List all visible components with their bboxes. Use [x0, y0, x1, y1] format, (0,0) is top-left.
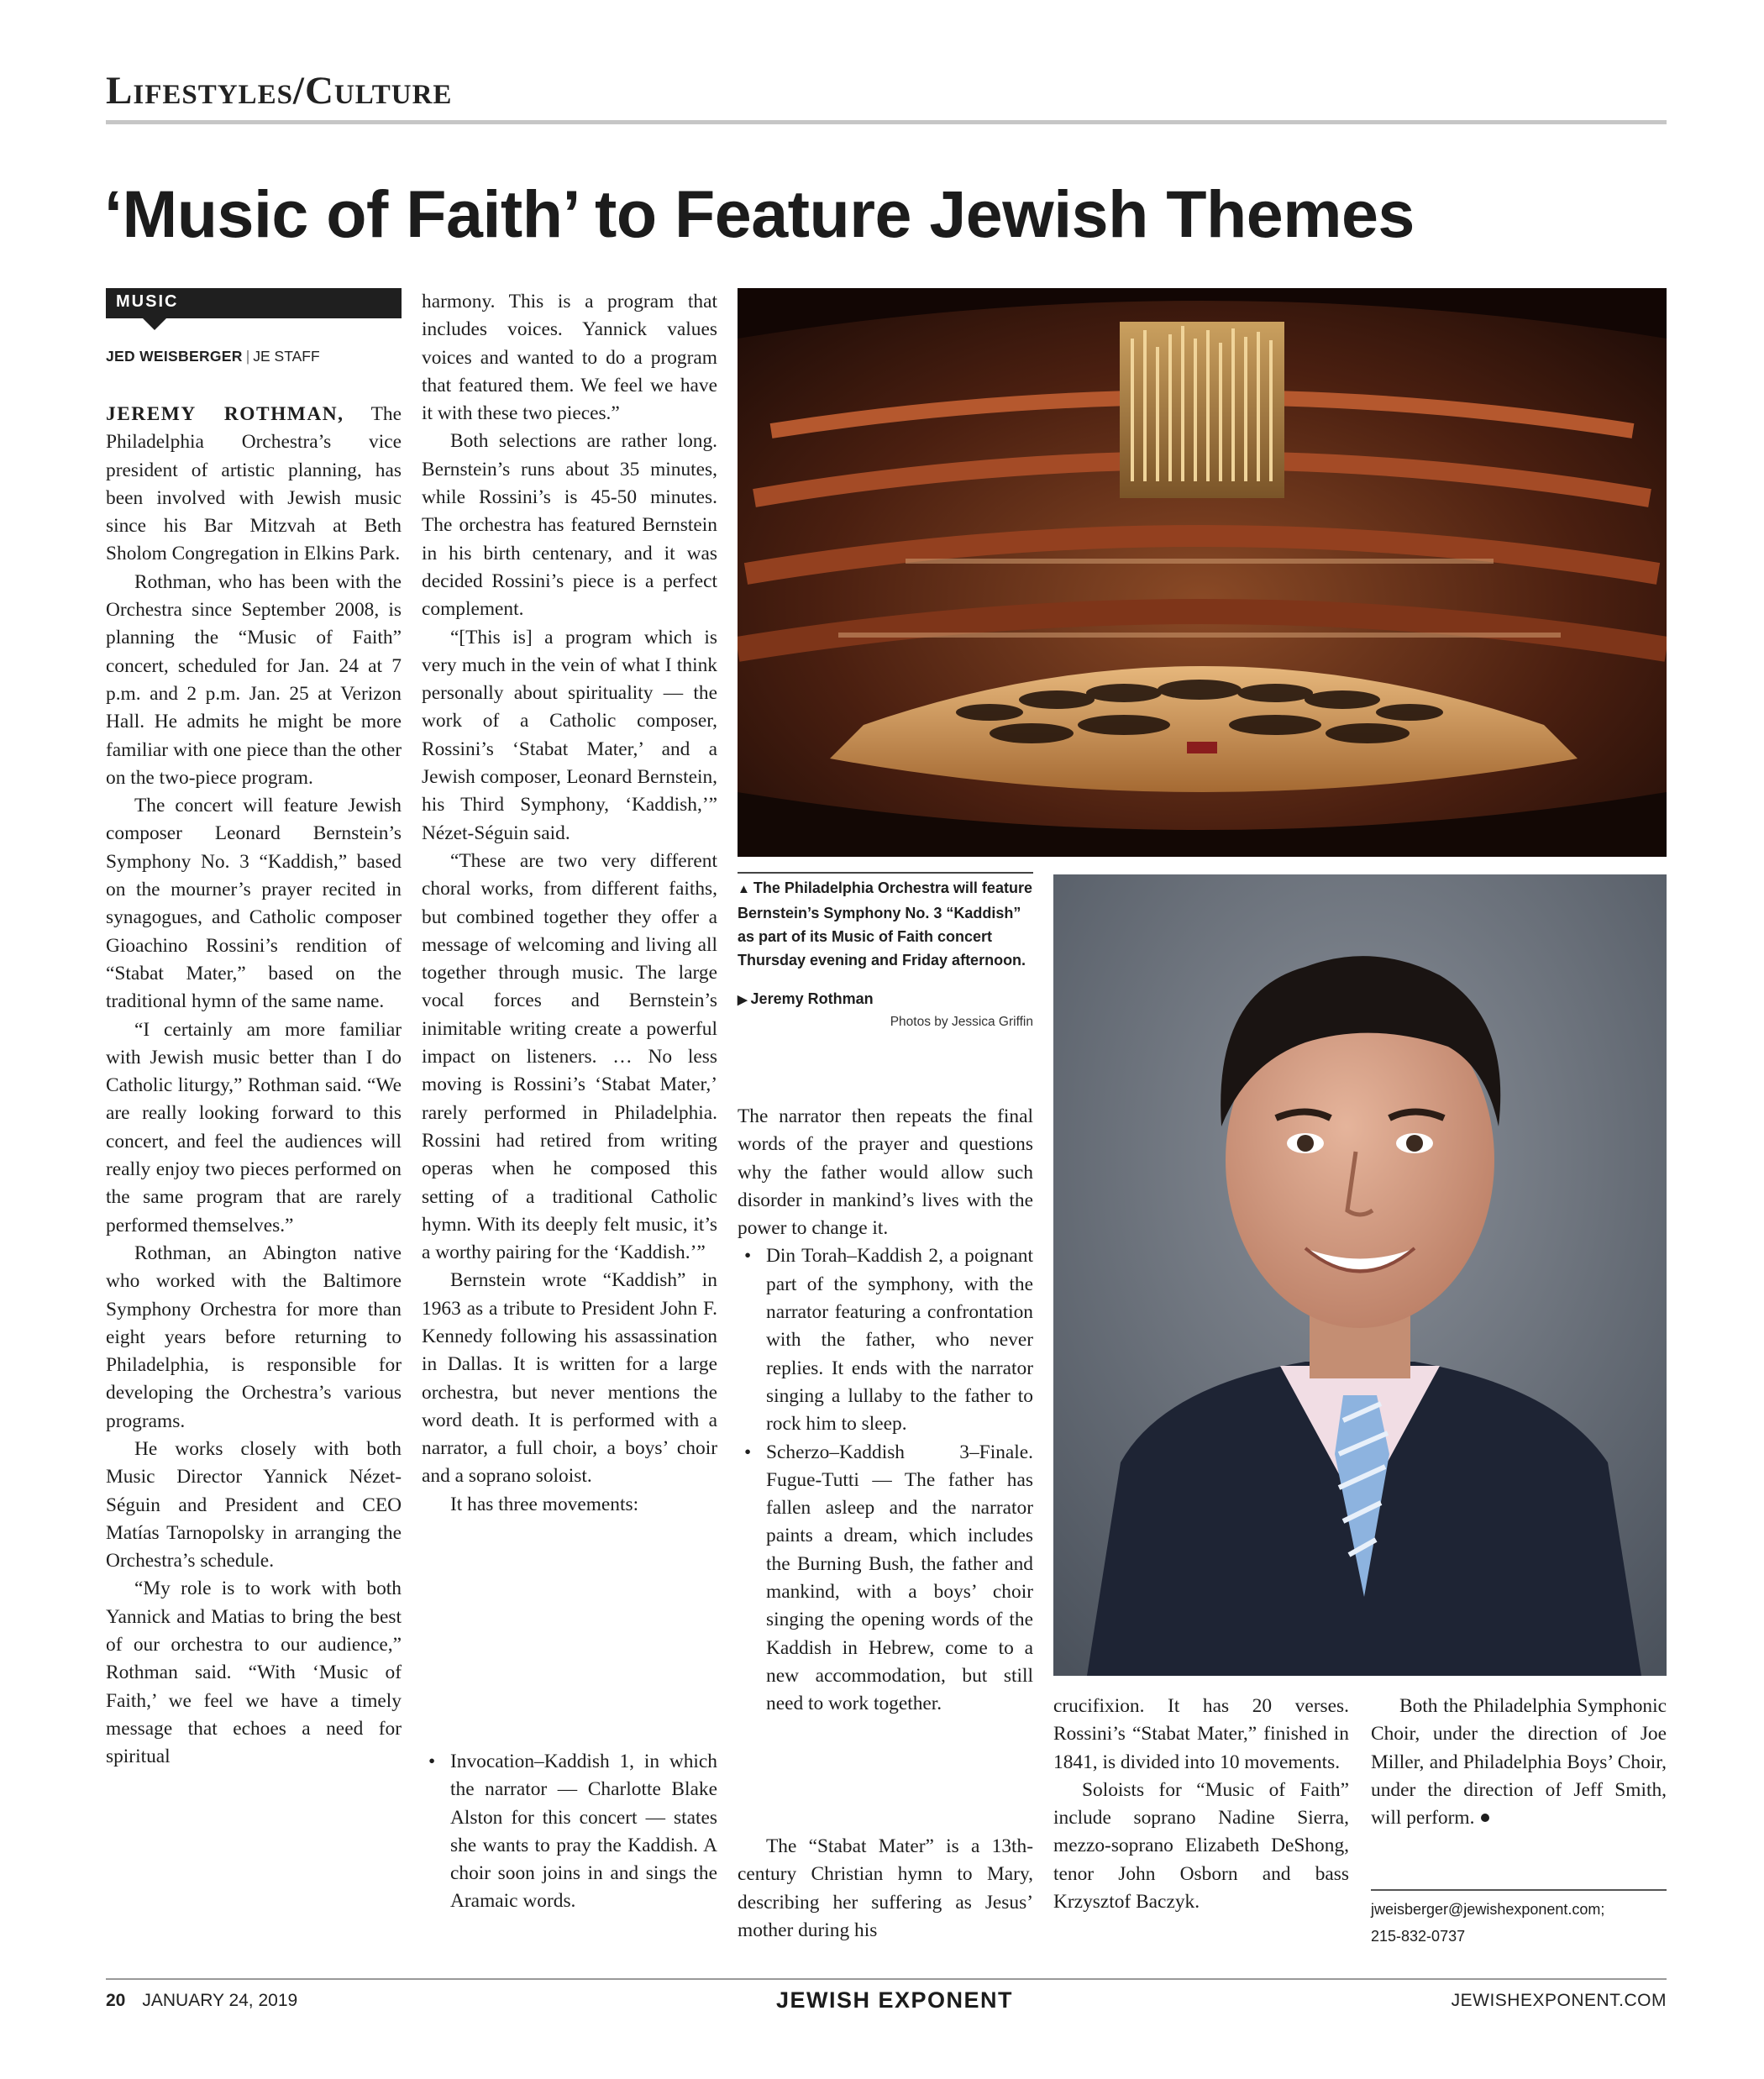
movement-list	[422, 1748, 717, 1916]
article-paragraph: harmony. This is a program that includes voices. Yannick values voices and wanted to do a program that featured them. We feel we have it with these two pieces.”	[422, 291, 717, 425]
movement-item: • Invocation–Kaddish 1, in which the narrator — Charlotte Blake Alston for this concert — states she wants to pray the Kaddish. A choir soon joins in and sings the Aramaic words.	[422, 1748, 717, 1916]
byline	[106, 348, 320, 365]
section-title: Lifestyles/Culture	[106, 69, 453, 113]
article-paragraph: It has three movements:	[450, 1493, 639, 1515]
article-paragraph: “I certainly am more familiar with Jewish music better than I do Catholic liturgy,” Rothman said. “We are really looking forward to this concert, and feel the audiences will really enjoy two pieces performed on the same program that are rarely performed themselves.”	[106, 1018, 402, 1236]
photo-caption	[738, 872, 1033, 1032]
byline-separator: |	[245, 348, 250, 365]
caption-portrait: ▶ Jeremy Rothman	[738, 987, 1033, 1012]
article-paragraph: “[This is] a program which is very much in the vein of what I think personally about spirituality — the work of a Catholic composer, Rossini’s ‘Stabat Mater,’ and a Jewish composer, Leonard Bernstein, his Third Symphony, ‘Kaddish,’” Nézet-Séguin said.	[422, 626, 717, 844]
lead-name: JEREMY ROTHMAN,	[106, 403, 344, 425]
article-paragraph: The “Stabat Mater” is a 13th-century Christian hymn to Mary, describing her suffering as Jesus’ mother during his	[738, 1835, 1033, 1941]
triangle-right-icon: ▶	[738, 993, 748, 1007]
article-column-5	[1371, 1693, 1667, 1832]
movement-item: • Scherzo–Kaddish 3–Finale. Fugue-Tutti — The father has fallen asleep and the narrator paints a dream, which includes the Burning Bush, the father and mankind, with a boys’ choir singing the opening words of the Kaddish in Hebrew, come to a new accommodation, but still need to work together.	[738, 1439, 1033, 1719]
article-paragraph: He works closely with both Music Director Yannick Nézet-Séguin and President and CEO Matías Tarnopolsky in arranging the Orchestra’s schedule.	[106, 1437, 402, 1572]
article-paragraph: Bernstein wrote “Kaddish” in 1963 as a tribute to President John F. Kennedy following his assassination in Dallas. It is written for a large orchestra, but never mentions the word death. It is performed with a narrator, a full choir, a boys’ choir and a soprano soloist.	[422, 1269, 717, 1488]
article-paragraph: Rothman, who has been with the Orchestra since September 2008, is planning the “Music of Faith” concert, scheduled for Jan. 24 at 7 p.m. and 2 p.m. Jan. 25 at Verizon Hall. He admits he might be more familiar with one piece than the other on the two-piece program.	[106, 570, 402, 789]
article-column-1	[106, 401, 402, 1772]
caption-rule	[738, 872, 1033, 874]
publication-name: JEWISH EXPONENT	[775, 1987, 1014, 2013]
page-number: 20	[106, 1991, 126, 2010]
caption-hall: ▲ The Philadelphia Orchestra will feature Bernstein’s Symphony No. 3 “Kaddish” as part of its Music of Faith concert Thursday evening and Friday afternoon.	[738, 879, 1032, 969]
article-paragraph: Rothman, an Abington native who worked with the Baltimore Symphony Orchestra for more than eight years before returning to Philadelphia, is responsible for developing the Orchestra’s various programs.	[106, 1242, 402, 1432]
article-column-2-list	[422, 1748, 717, 1916]
article-column-3	[738, 1103, 1033, 1719]
article-paragraph: “These are two very different choral works, from different faiths, but combined together they offer a message of welcoming and living all together through music. The large vocal forces and Bernstein’s inimitable writing create a powerful impact on listeners. … No less moving is Rossini’s ‘Stabat Mater,’ rarely performed in Philadelphia. Rossini had retired from writing operas when he composed this setting of a traditional Catholic hymn. With its deeply felt music, it’s a worthy pairing for the ‘Kaddish.’”	[422, 849, 717, 1264]
byline-role: JE STAFF	[253, 348, 320, 365]
kicker-pointer-icon	[143, 318, 166, 330]
issue-date: JANUARY 24, 2019	[142, 1991, 298, 2010]
section-header	[106, 69, 1667, 124]
kicker-tag	[106, 288, 402, 318]
photo-credit: Photos by Jessica Griffin	[890, 1015, 1033, 1029]
folio	[106, 1991, 297, 2011]
article-paragraph: Soloists for “Music of Faith” include soprano Nadine Sierra, mezzo-soprano Elizabeth DeShong, tenor John Osborn and bass Krzysztof Baczyk.	[1053, 1778, 1349, 1914]
kicker-label: MUSIC	[116, 292, 179, 311]
article-column-2	[422, 288, 717, 1519]
contact-phone: 215-832-0737	[1371, 1928, 1466, 1945]
footer-rule	[106, 1978, 1667, 1980]
movement-item: • Din Torah–Kaddish 2, a poignant part of the symphony, with the narrator featuring a confrontation with the father, who never replies. It ends with the narrator singing a lullaby to the father to rock him to sleep.	[738, 1242, 1033, 1438]
movement-list	[738, 1242, 1033, 1718]
article-paragraph: JEREMY ROTHMAN, The Philadelphia Orchestra’s vice president of artistic planning, has been involved with Jewish music since his Bar Mitzvah at Beth Sholom Congregation in Elkins Park.	[106, 403, 402, 565]
website[interactable]: JEWISHEXPONENT.COM	[1451, 1991, 1667, 2010]
byline-author: JED WEISBERGER	[106, 348, 243, 365]
author-contact	[1371, 1889, 1667, 1950]
headline: ‘Music of Faith’ to Feature Jewish Themes	[104, 176, 1415, 251]
bullet-dot-icon	[1481, 1814, 1489, 1822]
article-paragraph: “My role is to work with both Yannick and Matias to bring the best of our orchestra to our audience,” Rothman said. “With ‘Music of Faith,’ we feel we have a timely message that echoes a need for spiritual	[106, 1578, 402, 1768]
article-column-4	[1053, 1693, 1349, 1916]
article-paragraph: Both the Philadelphia Symphonic Choir, under the direction of Joe Miller, and Philadelphia Boys’ Choir, under the direction of Jeff Smith, will perform.	[1371, 1695, 1667, 1830]
contact-email[interactable]: jweisberger@jewishexponent.com;	[1371, 1901, 1605, 1918]
article-paragraph: The concert will feature Jewish composer Leonard Bernstein’s Symphony No. 3 “Kaddish,” based on the mourner’s prayer recited in synagogues, and Catholic composer Gioachino Rossini’s rendition of “Stabat Mater,” based on the traditional hymn of the same name.	[106, 795, 402, 1013]
concert-hall-photo	[738, 288, 1667, 857]
article-column-3-bottom	[738, 1833, 1033, 1945]
article-paragraph: crucifixion. It has 20 verses. Rossini’s “Stabat Mater,” finished in 1841, is divided into 10 movements.	[1053, 1695, 1349, 1773]
portrait-photo	[1053, 874, 1667, 1676]
triangle-up-icon: ▲	[738, 882, 750, 896]
movement-item-continued: The narrator then repeats the final words of the prayer and questions why the father would allow such disorder in mankind’s lives with the power to change it.	[738, 1105, 1033, 1240]
article-paragraph: Both selections are rather long. Bernstein’s runs about 35 minutes, while Rossini’s is 45-50 minutes. The orchestra has featured Bernstein in his birth centenary, and it was decided Rossini’s piece is a perfect complement.	[422, 430, 717, 621]
